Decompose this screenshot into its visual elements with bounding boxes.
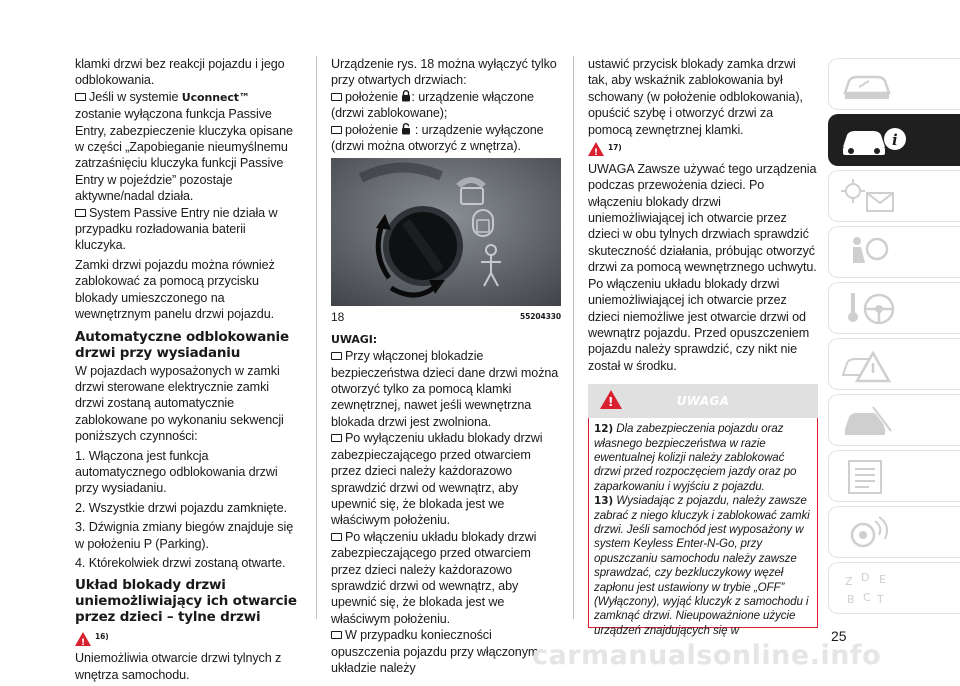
svg-text:B: B [847,593,855,606]
paragraph: Uniemożliwia otwarcie drzwi tylnych z wnętrza samochodu. [75,651,282,682]
list-item: 2. Wszystkie drzwi pojazdu zamknięte. [75,500,287,515]
note-item: Przy włączonej blokadzie bezpieczeństwa dzieci dane drzwi można otworzyć tylko za pomocą klamki zewnętrznej, nawet jeśli wewnętrzna blokada drzwi jest zwolniona. [331,349,559,429]
list-item: 3. Dźwignia zmiany biegów znajduje się w położeniu P (Parking). [75,520,294,551]
warning-triangle-icon [75,632,91,646]
paragraph: klamki drzwi bez reakcji pojazdu i jego odblokowania. [75,57,285,88]
tab-warning-lights[interactable] [828,170,960,222]
tab-safety[interactable] [828,226,960,278]
page-number: 25 [831,628,847,644]
notes-heading: UWAGI: [331,332,378,346]
padlock-open-icon [401,123,411,135]
warning-lights-icon [839,177,899,217]
position-unlocked: położenie : urządzenie wyłączone (drzwi można otworzyć z wnętrza). [331,122,544,154]
warning-reference: ! 17) [588,140,622,156]
tab-multimedia[interactable] [828,506,960,558]
note-item: Po wyłączeniu układu blokady drzwi zabezpieczającego przed otwarciem przez dzieci należy każdorazowo sprawdzić drzwi od wewnątrz, aby upewnić się, że blokada jest we właściwym położeniu. [331,431,543,528]
info-square-icon [331,126,342,134]
paragraph: System Passive Entry nie działa w przypadku rozładowania baterii kluczyka. [75,205,278,253]
tab-index[interactable] [828,562,960,614]
warning-box-header [588,384,818,418]
column-divider [316,56,317,619]
column-divider [573,56,574,619]
svg-text:E: E [879,573,886,586]
tab-driving[interactable] [828,282,960,334]
text-column-right [588,56,818,637]
info-square-icon [75,93,86,101]
car-dashboard-icon [839,65,899,105]
tab-emergency[interactable] [828,338,960,390]
paragraph: Zamki drzwi pojazdu można również zablokować za pomocą przycisku blokady umieszczonego na wewnętrznym panelu drzwi pojazdu. [75,257,275,322]
warning-box [588,418,818,637]
warning-triangle-icon [600,390,622,409]
maintenance-icon [839,401,899,441]
tab-technical-data[interactable] [828,450,960,502]
svg-text:i: i [892,131,898,149]
paragraph: W pojazdach wyposażonych w zamki drzwi sterowane elektrycznie zamki drzwi zostaną automatycznie zablokowane po wykonaniu sekwencji poniższych czynności: [75,363,284,444]
info-square-icon [75,209,86,217]
info-square-icon [331,352,342,360]
tab-maintenance[interactable] [828,394,960,446]
paragraph-uconnect: Jeśli w systemie Uconnect™ zostanie wyłączona funkcja Passive Entry, zabezpieczenie kluczyka opisane w części „Zapobieganie nieumyślnemu zatrzaśnięciu kluczyka funkcji Passive Entry w pojeździe” pozostaje aktywne/nadal działa. [75,89,293,204]
padlock-closed-icon [401,90,411,102]
chapter-tabs [828,58,960,618]
paragraph: UWAGA Zawsze używać tego urządzenia podczas przewożenia dzieci. Po włączeniu blokady drzwi uniemożliwiającej ich otwarcie przez dzieci w obu tylnych drzwiach sprawdzić skuteczność działania, próbując otworzyć drzwi za pomocą wewnętrznego uchwytu. Po włączeniu układu blokady drzwi uniemożliwiającej ich otwarcie przez dzieci niemożliwe jest otwarcie drzwi od wewnątrz pojazdu. Przed opuszczeniem pojazdu należy sprawdzić, czy nikt nie został w środku. [588,161,817,373]
warning-box-title: UWAGA [676,393,730,408]
watermark: carmanualsonline.info [532,640,882,671]
tab-dashboard[interactable] [828,58,960,110]
figure-code: 55204330 [520,312,561,322]
info-square-icon [331,631,342,639]
car-info-icon [839,121,909,161]
svg-text:Z: Z [845,575,853,588]
figure-caption [331,309,561,325]
index-icon [839,569,899,609]
svg-text:C: C [863,591,871,604]
info-square-icon [331,434,342,442]
text-column-middle [331,56,561,676]
position-locked: położenie : urządzenie włączone (drzwi zablokowane); [331,89,534,121]
note-item: W przypadku konieczności opuszczenia pojazdu przy włączonym układzie należy [331,628,539,675]
list-item: 4. Którekolwiek drzwi zostaną otwarte. [75,555,286,570]
brand-name: Uconnect™ [181,90,250,104]
figure-number: 18 [331,310,345,325]
steering-wheel-icon [839,289,899,329]
info-square-icon [331,93,342,101]
note-item: Po włączeniu układu blokady drzwi zabezpieczającego przed otwarciem przez dzieci należy każdorazowo sprawdzić drzwi od wewnątrz, aby upewnić się, że blokada jest we właściwym położeniu. [331,529,537,626]
section-heading: Układ blokady drzwi uniemożliwiający ich otwarcie przez dzieci – tylne drzwi [75,577,297,626]
svg-text:D: D [861,571,870,584]
section-heading: Automatyczne odblokowanie drzwi przy wysiadaniu [75,328,289,361]
child-lock-illustration [331,158,561,306]
technical-data-icon [839,457,899,497]
figure-child-lock-photo [331,158,561,306]
emergency-icon [839,345,899,385]
paragraph: ustawić przycisk blokady zamka drzwi tak, aby wskaźnik zablokowania był schowany (w położenie odblokowania), opuścić szybę i otworzyć drzwi za pomocą zewnętrznej klamki. [588,57,803,137]
list-item: 1. Włączona jest funkcja automatycznego odblokowania drzwi przy wysiadaniu. [75,448,278,496]
text-column-left [75,56,297,686]
tab-vehicle-info[interactable] [828,114,960,166]
warning-note: 13) Wysiadając z pojazdu, należy zawsze zabrać z niego kluczyk i zablokować zamki drzwi. Jeśli samochód jest wyposażony w system Keyless Enter-N-Go, przy opuszczaniu samochodu należy zawsze sprawdzać, czy bezkluczykowy węzeł zapłonu jest ustawiony w trybie „OFF” (Wyłączony), wyjąć kluczyk z samochodu i zamknąć drzwi. Nieupoważnione użycie urządzeń znajdujących się w [594,494,810,637]
svg-text:T: T [877,593,884,606]
info-square-icon [331,533,342,541]
warning-reference: ! 16) [75,629,109,645]
paragraph: Urządzenie rys. 18 można wyłączyć tylko przy otwartych drzwiach: [331,57,557,88]
multimedia-icon [839,513,899,553]
warning-triangle-icon [588,142,604,156]
airbag-safety-icon [839,233,899,273]
warning-note: 12) Dla zabezpieczenia pojazdu oraz własnego bezpieczeństwa w razie ewentualnej kolizji należy zablokować drzwi przed rozpoczęciem jazdy oraz po zaparkowaniu i wyjściu z pojazdu. [594,422,797,493]
